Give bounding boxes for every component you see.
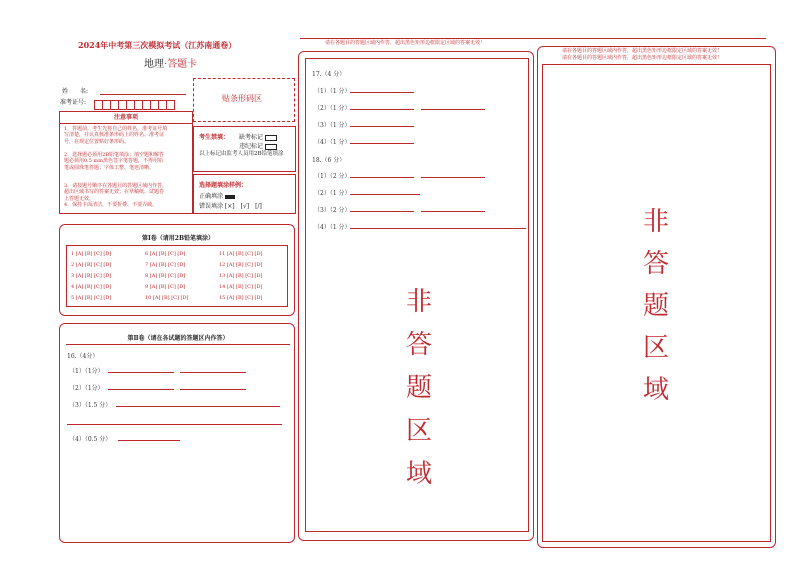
section2-title: 第Ⅱ卷（请在各试题的答题区内作答） (127, 335, 229, 342)
q18-part1-label: （1）（2 分） (314, 173, 351, 180)
q18-part4-blank[interactable] (350, 228, 526, 229)
q18-part4-label: （4）（1 分） (314, 224, 351, 231)
q16-part1-blank-b[interactable] (180, 372, 246, 373)
right-inner-frame (542, 64, 771, 542)
section1-inner (66, 245, 288, 307)
page-title: 2024年中考第三次模拟考试（江苏南通卷） (78, 40, 237, 50)
choice-q7[interactable]: 7 [A] [B] [C] [D] (145, 262, 186, 268)
q17-part2-blank-b[interactable] (421, 109, 485, 110)
right-non-answer-char-4: 区 (643, 333, 670, 363)
notice-item-3: 3．请按题号顺序在各题目的答题区域内作答，超出区域书写的答案无效；在草稿纸、试题卷上答题无效。 (64, 183, 168, 202)
correct-fill: 正确填涂 (199, 191, 235, 200)
q16-part4-label: （4）（0.5 分） (69, 436, 112, 443)
middle-inner-frame (305, 58, 529, 532)
q17-part3-label: （3）（1 分） (314, 122, 351, 129)
choice-q3[interactable]: 3 [A] [B] [C] [D] (71, 273, 112, 279)
choice-q12[interactable]: 12 [A] [B] [C] [D] (219, 262, 263, 268)
q18-part1-blank-b[interactable] (421, 177, 485, 178)
choice-q6[interactable]: 6 [A] [B] [C] [D] (145, 251, 186, 257)
notice-box (59, 111, 193, 214)
q17-label: 17.（4 分） (312, 71, 346, 78)
q16-part3-blank-a[interactable] (116, 406, 280, 407)
choice-q4[interactable]: 4 [A] [B] [C] [D] (71, 284, 112, 290)
subtitle-sep: · (164, 59, 168, 70)
q17-part1-blank[interactable] (350, 92, 414, 93)
choice-q8[interactable]: 8 [A] [B] [C] [D] (145, 273, 186, 279)
right-non-answer-char-1: 非 (643, 207, 670, 237)
examinee-mark-box (193, 126, 296, 172)
fill-example-box (193, 174, 296, 214)
choice-q2[interactable]: 2 [A] [B] [C] [D] (71, 262, 112, 268)
choice-q5[interactable]: 5 [A] [B] [C] [D] (71, 295, 112, 301)
notice-item-1: 1．答题前，考生先将自己的姓名，准考证号填写清楚，并认真核准条形码上的姓名、准考证号，在规定位置贴好条形码。 (64, 126, 168, 145)
choice-q1[interactable]: 1 [A] [B] [C] [D] (71, 251, 112, 257)
section2-box (59, 323, 295, 543)
q16-part4-blank[interactable] (118, 440, 180, 441)
choice-q9[interactable]: 9 [A] [B] [C] [D] (145, 284, 186, 290)
right-warning-2: 请在各题目的答题区域内作答，超出黑色矩形边框限定区域的答案无效！ (562, 55, 723, 61)
q18-part2-blank[interactable] (350, 194, 420, 195)
q17-part4-blank[interactable] (350, 143, 414, 144)
choice-q11[interactable]: 11 [A] [B] [C] [D] (219, 251, 263, 257)
wrong-fill: 错误填涂 [×] [√] [/] (199, 203, 262, 210)
name-label: 姓 名: (62, 88, 89, 95)
q16-part2-blank-b[interactable] (180, 389, 246, 390)
middle-non-answer-char-4: 区 (406, 416, 433, 446)
choice-q15[interactable]: 15 [A] [B] [C] [D] (219, 295, 263, 301)
mark-instruction: 以上标记由监考人员用2B铅笔填涂 (199, 151, 284, 157)
right-non-answer-char-5: 域 (643, 375, 670, 405)
q16-part2-blank-a[interactable] (108, 389, 174, 390)
top-rule (300, 38, 766, 39)
section1-title: 第Ⅰ卷（请用2B铅笔填涂） (141, 235, 215, 242)
right-answer-box (537, 46, 776, 548)
middle-non-answer-char-5: 域 (406, 459, 433, 489)
fill-example-title: 选择题填涂样例： (199, 182, 248, 189)
q18-part3-blank-a[interactable] (350, 211, 414, 212)
notice-item-2: 2．选择题必须用2B铅笔填涂；填空题和解答题必须用0.5 mm黑色签字笔答题，不得用铅笔或圆珠笔答题；字体工整、笔迹清晰。 (64, 152, 165, 171)
middle-non-answer-char-1: 非 (406, 287, 433, 317)
right-non-answer-char-3: 题 (643, 291, 670, 321)
q18-part2-label: （2）（1 分） (314, 190, 351, 197)
middle-warning: 请在各题目的答题区域内作答，超出黑色矩形边框限定区域的答案无效！ (325, 40, 486, 46)
exam-number-label: 准考证号: (60, 99, 87, 106)
barcode-area (193, 78, 295, 122)
barcode-label: 贴条形码区 (222, 94, 262, 103)
q18-part3-blank-b[interactable] (421, 211, 485, 212)
section1-box (59, 224, 295, 316)
right-non-answer-char-2: 答 (643, 249, 670, 279)
notice-item-4: 4．保持卡面清洁，不要折叠、不要弄破。 (64, 202, 158, 208)
q18-part1-blank-a[interactable] (350, 177, 414, 178)
choice-q13[interactable]: 13 [A] [B] [C] [D] (219, 273, 263, 279)
examinee-mark-label: 考生禁填： (199, 134, 230, 141)
q16-part2-label: （2）（1分） (69, 385, 104, 392)
q17-part2-blank-a[interactable] (350, 109, 414, 110)
card-label: 答题卡 (167, 59, 198, 70)
page-subtitle (144, 55, 197, 70)
subject-label: 地理 (144, 59, 164, 70)
q16-part3-blank-b[interactable] (67, 424, 282, 425)
q17-part1-label: （1）（1 分） (314, 88, 351, 95)
middle-non-answer-char-3: 题 (406, 373, 433, 403)
middle-non-answer-char-2: 答 (406, 330, 433, 360)
q16-label: 16.（4分） (67, 353, 99, 360)
absent-mark[interactable]: 缺考标记 (239, 132, 277, 141)
choice-q14[interactable]: 14 [A] [B] [C] [D] (219, 284, 263, 290)
violation-mark[interactable]: 违纪标记 (239, 141, 277, 150)
q18-part3-label: （3）（2 分） (314, 207, 351, 214)
q16-part3-label: （3）（1.5 分） (69, 402, 112, 409)
right-warning-1: 请在各题目的答题区域内作答，超出黑色矩形边框限定区域的答案无效！ (562, 48, 723, 54)
q17-part2-label: （2）（1 分） (314, 105, 351, 112)
notice-title: 注意事项 (60, 112, 192, 124)
q16-part1-label: （1）（1分） (69, 368, 104, 375)
middle-answer-box (298, 51, 534, 541)
q17-part3-blank[interactable] (350, 126, 414, 127)
choice-q10[interactable]: 10 [A] [B] [C] [D] (145, 295, 189, 301)
section2-title-bar (66, 330, 290, 345)
q17-part4-label: （4）（1 分） (314, 139, 351, 146)
q16-part1-blank-a[interactable] (108, 372, 174, 373)
q18-label: 18.（6 分） (312, 157, 346, 164)
